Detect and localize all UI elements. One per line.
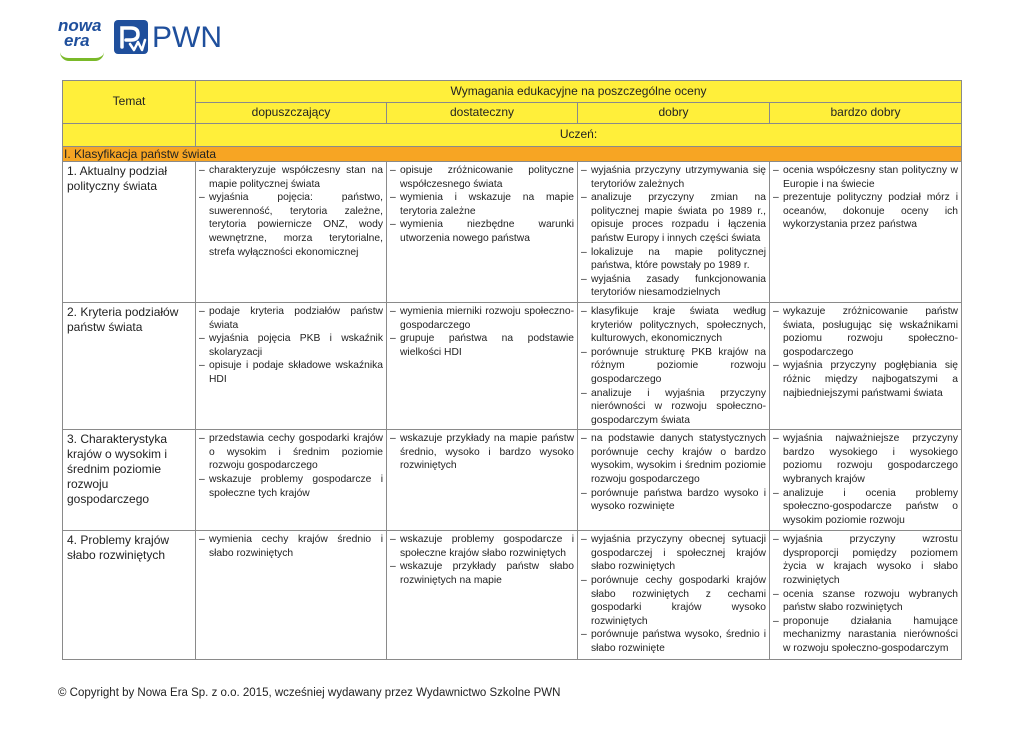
requirement-item: – wskazuje problemy gospodarcze i społeczne krajów słabo rozwiniętych <box>390 533 574 560</box>
table-row <box>63 430 962 531</box>
requirements-header: Wymagania edukacyjne na poszczególne oceny <box>196 81 962 103</box>
requirement-cell <box>387 162 578 303</box>
requirement-cell <box>578 302 770 429</box>
requirement-item: – wyjaśnia przyczyny utrzymywania się terytoriów zależnych <box>581 164 766 191</box>
requirement-item: – opisuje zróżnicowanie polityczne współczesnego świata <box>390 164 574 191</box>
requirement-item: – analizuje i ocenia problemy społeczno-gospodarcze państw o wysokim poziomie rozwoju <box>773 487 958 528</box>
requirement-item: – wskazuje przykłady państw słabo rozwiniętych na mapie <box>390 560 574 587</box>
requirement-cell <box>387 302 578 429</box>
requirement-cell <box>770 430 962 531</box>
requirement-cell <box>196 162 387 303</box>
requirement-item: – wyjaśnia przyczyny pogłębiania się różnic między najbogatszymi a najbiedniejszymi państwami świata <box>773 359 958 400</box>
requirement-item: – wymienia niezbędne warunki utworzenia nowego państwa <box>390 218 574 245</box>
requirement-list <box>770 430 961 529</box>
requirement-item: – wyjaśnia przyczyny obecnej sytuacji gospodarczej i społecznej krajów słabo rozwiniętych <box>581 533 766 574</box>
requirement-item: – porównuje państwa bardzo wysoko i wysoko rozwinięte <box>581 487 766 514</box>
requirement-list <box>578 430 769 516</box>
requirement-item: – analizuje przyczyny zmian na politycznej mapie świata po 1989 r., opisuje proces rozpadu i łączenia państw Europy i innych części świata <box>581 191 766 245</box>
requirement-list <box>387 531 577 589</box>
requirement-item: – wymienia cechy krajów średnio i słabo rozwiniętych <box>199 533 383 560</box>
requirement-item: – wyjaśnia przyczyny wzrostu dysproporcji pomiędzy poziomem życia w krajach wysoko i słabo rozwiniętych <box>773 533 958 587</box>
requirement-item: – opisuje i podaje składowe wskaźnika HDI <box>199 359 383 386</box>
requirement-list <box>770 531 961 657</box>
table-body <box>63 162 962 660</box>
nowa-era-logo <box>58 18 101 48</box>
requirement-item: – wykazuje zróżnicowanie państw świata, posługując się wskaźnikami poziomu rozwoju społeczno-gospodarczego <box>773 305 958 359</box>
requirement-list <box>578 162 769 302</box>
topic-header: Temat <box>63 81 196 124</box>
requirement-item: – porównuje cechy gospodarki krajów słabo rozwiniętych z cechami gospodarki krajów wysoko rozwiniętych <box>581 574 766 628</box>
requirement-list <box>387 430 577 475</box>
requirement-list <box>387 162 577 248</box>
requirement-item: – klasyfikuje kraje świata według kryteriów politycznych, społecznych, kulturowych, ekonomicznych <box>581 305 766 346</box>
requirement-cell <box>770 302 962 429</box>
requirement-item: – podaje kryteria podziałów państw świata <box>199 305 383 332</box>
requirement-list <box>196 303 386 389</box>
requirement-item: – wymienia mierniki rozwoju społeczno-gospodarczego <box>390 305 574 332</box>
requirement-item: – wyjaśnia pojęcia: państwo, suwerenność, terytoria zależne, terytoria powiernicze ONZ, wody wewnętrzne, morza terytorialne, strefa wyłączności ekonomicznej <box>199 191 383 259</box>
requirement-item: – charakteryzuje współczesny stan na mapie politycznej świata <box>199 164 383 191</box>
requirement-list <box>770 162 961 234</box>
requirement-item: – porównuje państwa wysoko, średnio i słabo rozwinięte <box>581 628 766 655</box>
pwn-emblem-icon <box>114 20 148 54</box>
requirement-item: – prezentuje polityczny podział mórz i oceanów, dokonuje oceny ich wykorzystania przez państwa <box>773 191 958 232</box>
requirement-item: – przedstawia cechy gospodarki krajów o wysokim i średnim poziomie rozwoju gospodarczego <box>199 432 383 473</box>
student-label: Uczeń: <box>196 124 962 147</box>
grade-header-3: dobry <box>578 103 770 124</box>
requirement-cell <box>578 162 770 303</box>
requirement-item: – wyjaśnia najważniejsze przyczyny bardzo wysokiego i wysokiego poziomu rozwoju gospodarczego wybranych krajów <box>773 432 958 486</box>
requirement-item: – grupuje państwa na podstawie wielkości HDI <box>390 332 574 359</box>
requirement-cell <box>770 162 962 303</box>
topic-cell: 3. Charakterystyka krajów o wysokim i średnim poziomie rozwoju gospodarczego <box>63 430 196 531</box>
requirement-cell <box>578 430 770 531</box>
pwn-wordmark: PWN <box>152 21 222 54</box>
requirement-cell <box>196 531 387 660</box>
requirement-cell <box>196 430 387 531</box>
requirement-list <box>770 303 961 402</box>
copyright-footer: © Copyright by Nowa Era Sp. z o.o. 2015, wcześniej wydawany przez Wydawnictwo Szkolne PWN <box>58 687 561 699</box>
requirement-item: – ocenia szanse rozwoju wybranych państw słabo rozwiniętych <box>773 588 958 615</box>
topic-cell: 4. Problemy krajów słabo rozwiniętych <box>63 531 196 660</box>
requirement-item: – na podstawie danych statystycznych porównuje cechy krajów o bardzo wysokim, wysokim i średnim poziomie rozwoju gospodarczego <box>581 432 766 486</box>
requirement-item: – wymienia i wskazuje na mapie terytoria zależne <box>390 191 574 218</box>
requirement-list <box>387 303 577 361</box>
logo-word-era: era <box>64 31 90 50</box>
requirement-cell <box>387 531 578 660</box>
topic-cell: 1. Aktualny podział polityczny świata <box>63 162 196 303</box>
section-title: I. Klasyfikacja państw świata <box>63 147 962 162</box>
requirements-table <box>62 80 962 660</box>
requirement-item: – lokalizuje na mapie politycznej państwa, które powstały po 1989 r. <box>581 246 766 273</box>
logo-swoosh-icon <box>60 52 104 61</box>
logo-word-nowa: nowa <box>58 16 102 35</box>
requirement-cell <box>770 531 962 660</box>
topic-header-spacer <box>63 124 196 147</box>
requirement-list <box>196 430 386 502</box>
requirement-item: – proponuje działania hamujące mechanizmy narastania nierówności w rozwoju społeczno-gospodarczym <box>773 615 958 656</box>
grade-header-1: dopuszczający <box>196 103 387 124</box>
requirement-cell <box>196 302 387 429</box>
requirement-item: – wyjaśnia pojęcia PKB i wskaźnik skolaryzacji <box>199 332 383 359</box>
requirement-item: – porównuje strukturę PKB krajów na różnym poziomie rozwoju gospodarczego <box>581 346 766 387</box>
requirement-item: – ocenia współczesny stan polityczny w Europie i na świecie <box>773 164 958 191</box>
table-row <box>63 531 962 660</box>
table-row <box>63 302 962 429</box>
table-row <box>63 162 962 303</box>
requirement-list <box>196 531 386 562</box>
requirement-item: – analizuje i wyjaśnia przyczyny nierówności w rozwoju społeczno-gospodarczym świata <box>581 387 766 428</box>
requirement-cell <box>387 430 578 531</box>
requirement-list <box>196 162 386 261</box>
requirement-list <box>578 303 769 429</box>
topic-cell: 2. Kryteria podziałów państw świata <box>63 302 196 429</box>
requirement-cell <box>578 531 770 660</box>
grade-header-4: bardzo dobry <box>770 103 962 124</box>
requirement-item: – wskazuje problemy gospodarcze i społeczne tych krajów <box>199 473 383 500</box>
requirement-list <box>578 531 769 657</box>
grade-header-2: dostateczny <box>387 103 578 124</box>
publisher-logo <box>58 16 228 60</box>
requirement-item: – wskazuje przykłady na mapie państw średnio, wysoko i bardzo wysoko rozwiniętych <box>390 432 574 473</box>
requirement-item: – wyjaśnia zasady funkcjonowania terytoriów niesamodzielnych <box>581 273 766 300</box>
